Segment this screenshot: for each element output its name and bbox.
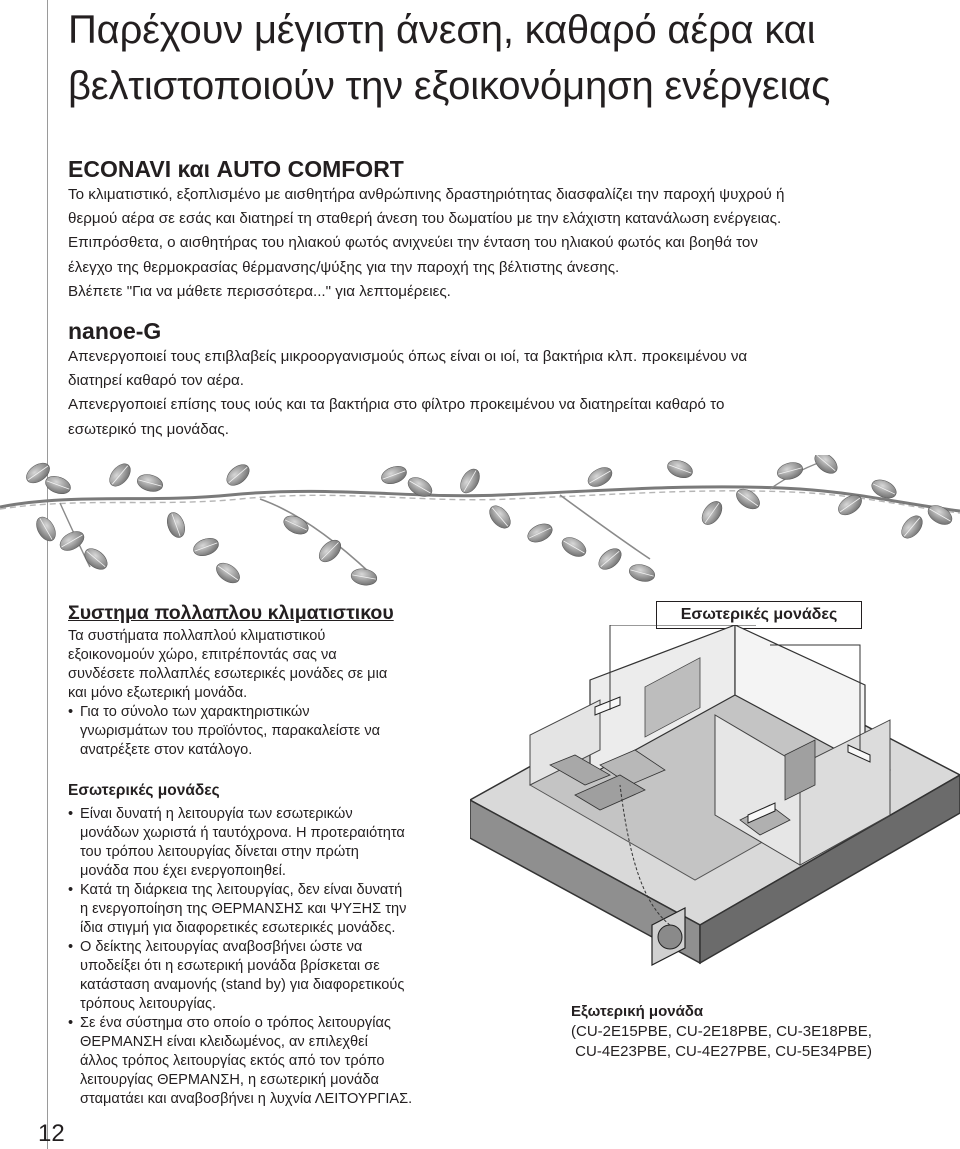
- text-line: Απενεργοποιεί τους επιβλαβείς μικροοργανισμούς όπως είναι οι ιοί, τα βακτήρια κλπ. προκειμένου να: [68, 348, 748, 365]
- multi-system-intro: [68, 627, 387, 760]
- text-line: Το κλιματιστικό, εξοπλισμένο με αισθητήρα ανθρώπινης δραστηριότητας διασφαλίζει την παροχή ψυχρού ή: [68, 186, 785, 203]
- text-line: τρόπους λειτουργίας.: [80, 996, 217, 1012]
- title-line-1: Παρέχουν μέγιστη άνεση, καθαρό αέρα και: [68, 8, 816, 52]
- title-line-2: βελτιστοποιούν την εξοικονόμηση ενέργειας: [68, 64, 831, 108]
- outdoor-models-line: CU-4E23PBE, CU-4E27PBE, CU-5E34PBE): [571, 1043, 872, 1060]
- text-line: κατάσταση αναμονής (stand by) για διαφορετικούς: [80, 977, 405, 993]
- outdoor-unit-label: Εξωτερική μονάδα: [571, 1003, 704, 1020]
- text-line: υποδείξει ότι η εσωτερική μονάδα βρίσκεται σε: [80, 958, 380, 974]
- text-line: • Για το σύνολο των χαρακτηριστικών: [80, 704, 310, 720]
- text-line: • Σε ένα σύστημα στο οποίο ο τρόπος λειτουργίας: [80, 1015, 391, 1031]
- outdoor-unit-caption: [571, 1002, 872, 1062]
- text-line: Επιπρόσθετα, ο αισθητήρας του ηλιακού φωτός ανιχνεύει την ένταση του ηλιακού φωτός και βοηθά τον: [68, 234, 758, 252]
- indoor-bullet: [68, 881, 412, 938]
- text-line: εσωτερικό της μονάδας.: [68, 420, 229, 438]
- text-line: ΘΕΡΜΑΝΣΗ είναι κλειδωμένος, αν επιλεχθεί: [80, 1034, 368, 1050]
- leaf-vine-illustration: [0, 455, 960, 595]
- text-line: εξοικονομούν χώρο, επιτρέποντάς σας να: [68, 647, 337, 663]
- text-line: μονάδων χωριστά ή ταυτόχρονα. Η προτεραιότητα: [80, 825, 405, 841]
- text-line: και μόνο εξωτερική μονάδα.: [68, 685, 248, 701]
- multi-system-heading: Συστημα πολλαπλου κλιματιστικου: [68, 602, 394, 624]
- text-line: άλλος τρόπος λειτουργίας εκτός από τον τρόπο: [80, 1053, 385, 1069]
- indoor-units-label: Εσωτερικές μονάδες: [656, 601, 862, 629]
- indoor-units-section: [68, 781, 412, 1109]
- nanoe-heading: nanoe-G: [68, 318, 162, 344]
- text-line: λειτουργίας ΘΕΡΜΑΝΣΗ, η εσωτερική μονάδα: [80, 1072, 379, 1088]
- text-line: θερμού αέρα σε εσάς και διατηρεί τη σταθερή άνεση του δωματίου με την ελάχιστη κατανάλωση ενέργειας.: [68, 210, 782, 228]
- nanoe-text: [68, 345, 747, 442]
- text-line: η ενεργοποίηση της ΘΕΡΜΑΝΣΗΣ και ΨΥΞΗΣ την: [80, 901, 407, 917]
- text-line: • Κατά τη διάρκεια της λειτουργίας, δεν είναι δυνατή: [80, 882, 403, 898]
- text-line: γνωρισμάτων του προϊόντος, παρακαλείστε να: [80, 723, 381, 739]
- text-line: του τρόπου λειτουργίας δίνεται στην πρώτη: [80, 844, 359, 860]
- text-line: ίδια στιγμή για διαφορετικές εσωτερικές μονάδες.: [80, 920, 396, 936]
- text-line: συνδέσετε πολλαπλές εσωτερικές μονάδες σε μια: [68, 666, 388, 682]
- text-line: Απενεργοποιεί επίσης τους ιούς και τα βακτήρια στο φίλτρο προκειμένου να διατηρείται καθαρό το: [68, 396, 725, 414]
- text-line: • Ο δείκτης λειτουργίας αναβοσβήνει ώστε να: [80, 939, 363, 955]
- indoor-bullet: [68, 1014, 412, 1109]
- text-line: σταματάει και αναβοσβήνει η λυχνία ΛΕΙΤΟΥΡΓΙΑΣ.: [80, 1091, 413, 1107]
- page-title: [68, 2, 953, 114]
- page-number: 12: [38, 1120, 65, 1147]
- outdoor-models-line: (CU-2E15PBE, CU-2E18PBE, CU-3E18PBE,: [571, 1023, 872, 1040]
- text-line: ανατρέξετε στον κατάλογο.: [80, 742, 253, 758]
- text-line: διατηρεί καθαρό τον αέρα.: [68, 372, 245, 390]
- nanoe-section: [68, 318, 747, 442]
- text-line: • Είναι δυνατή η λειτουργία των εσωτερικών: [80, 806, 353, 822]
- text-line: Τα συστήματα πολλαπλού κλιματιστικού: [68, 628, 326, 644]
- econavi-heading: ECONAVI και AUTO COMFORT: [68, 156, 404, 182]
- multi-split-house-illustration: [470, 625, 960, 1000]
- text-line: έλεγχο της θερμοκρασίας θέρμανσης/ψύξης για την παροχή της βέλτιστης άνεσης.: [68, 258, 620, 276]
- econavi-section: [68, 156, 784, 304]
- indoor-bullet: [68, 805, 412, 881]
- catalog-bullet: [68, 703, 387, 760]
- text-line: Βλέπετε "Για να μάθετε περισσότερα..." για λεπτομέρειες.: [68, 282, 451, 300]
- text-line: μονάδα που έχει ενεργοποιηθεί.: [80, 863, 286, 879]
- econavi-text: [68, 183, 784, 304]
- indoor-units-heading: Εσωτερικές μονάδες: [68, 782, 220, 799]
- indoor-bullet: [68, 938, 412, 1014]
